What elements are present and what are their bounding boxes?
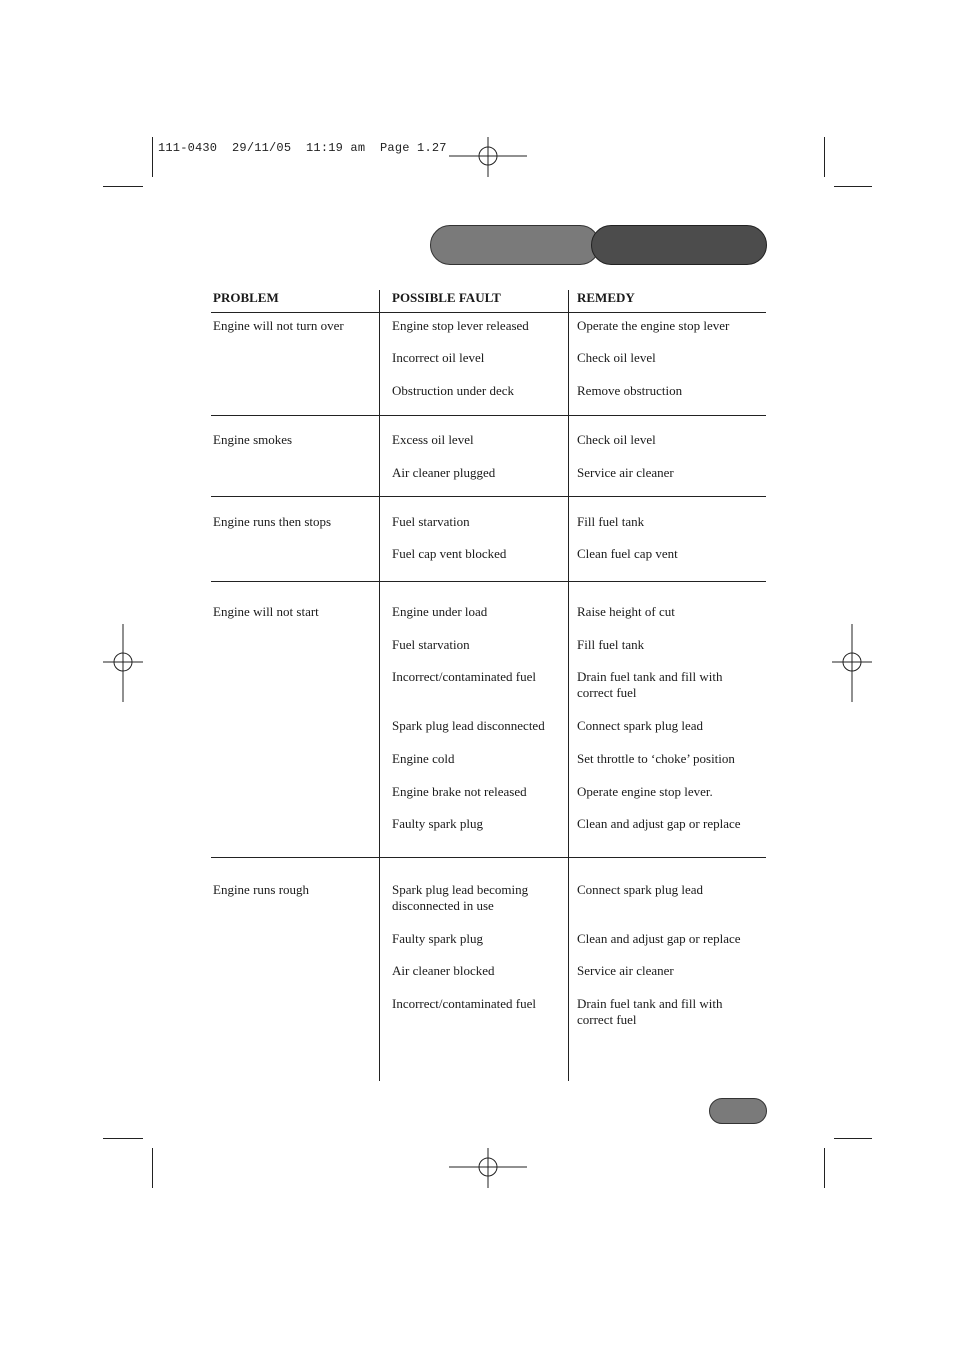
registration-mark-left [103, 624, 143, 702]
fault-cell: Engine under load [392, 604, 488, 619]
fault-cell: Spark plug lead disconnected [392, 718, 545, 733]
column-divider [379, 290, 380, 1081]
fault-cell: Excess oil level [392, 432, 474, 447]
column-divider [568, 290, 569, 1081]
problem-cell: Engine runs then stops [213, 514, 332, 529]
group-rule [211, 415, 766, 416]
fault-cell: Incorrect/contaminated fuel [392, 669, 537, 684]
remedy-cell: Clean fuel cap vent [577, 546, 678, 561]
remedy-cell: Raise height of cut [577, 604, 675, 619]
remedy-cell: Clean and adjust gap or replace [577, 816, 741, 831]
remedy-cell: Check oil level [577, 350, 656, 365]
remedy-cell: Fill fuel tank [577, 637, 645, 652]
header-rule [211, 312, 766, 313]
section-tab-right [591, 225, 767, 265]
remedy-cell: Remove obstruction [577, 383, 683, 398]
problem-cell: Engine will not start [213, 604, 319, 619]
page-number-pill [709, 1098, 767, 1124]
remedy-cell: Fill fuel tank [577, 514, 645, 529]
header-remedy: REMEDY [577, 290, 635, 305]
group-rule [211, 496, 766, 497]
header-possible-fault: POSSIBLE FAULT [392, 290, 501, 305]
group-rule [211, 581, 766, 582]
fault-cell: Fuel cap vent blocked [392, 546, 507, 561]
group-rule [211, 857, 766, 858]
fault-cell: Engine stop lever released [392, 318, 529, 333]
fault-cell: Engine cold [392, 751, 455, 766]
remedy-cell: Drain fuel tank and fill with correct fuel [577, 669, 723, 700]
registration-mark-right [832, 624, 872, 702]
section-tab-left [430, 225, 600, 265]
problem-cell: Engine runs rough [213, 882, 310, 897]
fault-cell: Incorrect/contaminated fuel [392, 996, 537, 1011]
header-problem: PROBLEM [213, 290, 279, 305]
registration-mark-bottom [449, 1148, 527, 1188]
problem-cell: Engine will not turn over [213, 318, 344, 333]
remedy-cell: Operate engine stop lever. [577, 784, 713, 799]
fault-cell: Faulty spark plug [392, 931, 483, 946]
fault-cell: Spark plug lead becoming disconnected in use [392, 882, 529, 913]
problem-cell: Engine smokes [213, 432, 293, 447]
remedy-cell: Connect spark plug lead [577, 718, 703, 733]
fault-cell: Air cleaner plugged [392, 465, 496, 480]
remedy-cell: Service air cleaner [577, 963, 674, 978]
fault-cell: Air cleaner blocked [392, 963, 495, 978]
print-slug: 111-0430 29/11/05 11:19 am Page 1.27 [158, 141, 447, 155]
fault-cell: Fuel starvation [392, 637, 470, 652]
fault-cell: Engine brake not released [392, 784, 527, 799]
remedy-cell: Operate the engine stop lever [577, 318, 730, 333]
fault-cell: Faulty spark plug [392, 816, 483, 831]
remedy-cell: Connect spark plug lead [577, 882, 703, 897]
remedy-cell: Drain fuel tank and fill with correct fuel [577, 996, 723, 1027]
remedy-cell: Set throttle to ‘choke’ position [577, 751, 735, 766]
remedy-cell: Clean and adjust gap or replace [577, 931, 741, 946]
fault-cell: Fuel starvation [392, 514, 470, 529]
fault-cell: Obstruction under deck [392, 383, 515, 398]
remedy-cell: Service air cleaner [577, 465, 674, 480]
remedy-cell: Check oil level [577, 432, 656, 447]
registration-mark-top [449, 137, 527, 177]
fault-cell: Incorrect oil level [392, 350, 485, 365]
